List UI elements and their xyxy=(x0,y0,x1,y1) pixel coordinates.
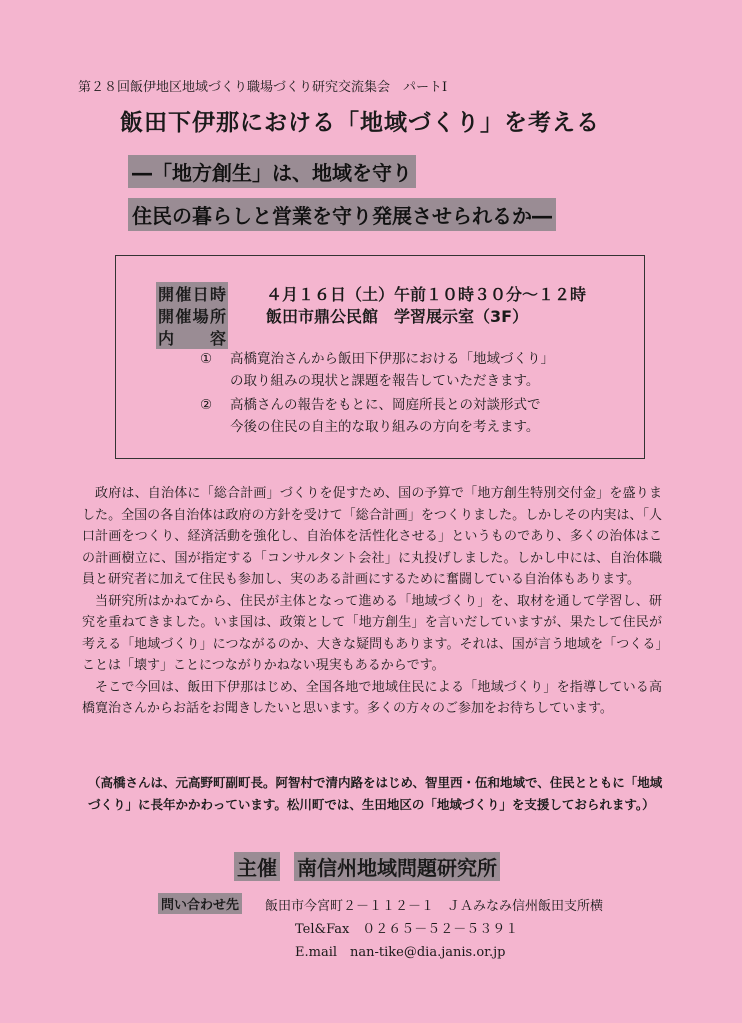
paragraph: 当研究所はかねてから、住民が主体となって進める「地域づくり」を、取材を通して学習し、研究を重ねてきました。いま国は、政策として「地方創生」を言いだしていますが、果たして住民が考える「地域づくり」につながるのか、大きな疑問もあります。それは、国が言う地域を「つくる」ことは「壊す」ことにつながりかねない現実もあるからです。 xyxy=(82,593,662,673)
date-value: ４月１６日（土）午前１０時３０分～１２時 xyxy=(266,285,587,304)
speaker-note: （高橋さんは、元高野町副町長。阿智村で清内路をはじめ、智里西・伍和地域で、住民とともに「地域づくり」に長年かかわっています。松川町では、生田地区の「地域づくり」を支援しておられます。） xyxy=(88,775,663,812)
paragraph: 政府は、自治体に「総合計画」づくりを促すため、国の予算で「地方創生特別交付金」を盛りました。全国の各自治体は政府の方針を受けて「総合計画」をつくりました。しかしその内実は、「人口計画をつくり、経済活動を強化し、自治体を活性化させる」というものであり、多くの治体はこの計画樹立に、国が指定する「コンサルタント会社」に丸投げしました。しかし中には、自治体職員と研究者に加えて住民も参加し、実のある計画にするために奮闘している自治体もあります。 xyxy=(82,486,662,587)
content-item-1 xyxy=(200,348,554,392)
item-line: 今後の住民の自主的な取り組みの方向を考えます。 xyxy=(230,419,540,435)
content-row xyxy=(156,326,228,349)
subtitle-2: 住民の暮らしと営業を守り発展させられるか― xyxy=(128,198,556,231)
item-number: ② xyxy=(200,397,213,413)
series-line: 第２８回飯伊地区地域づくり職場づくり研究交流集会 パートⅠ xyxy=(78,80,448,95)
subtitle-1: ―「地方創生」は、地域を守り xyxy=(128,155,416,188)
organizer-label: 主催 xyxy=(234,852,280,881)
date-label: 開催日時 xyxy=(156,282,228,305)
organizer xyxy=(234,852,500,881)
item-number: ① xyxy=(200,351,213,367)
item-line: 高橋さんの報告をもとに、岡庭所長との対談形式で xyxy=(230,397,541,413)
contact-address: 飯田市今宮町２－１１２－１ ＪＡみなみ信州飯田支所横 xyxy=(265,899,604,914)
page-title: 飯田下伊那における「地域づくり」を考える xyxy=(120,110,600,136)
place-row xyxy=(156,304,528,327)
paragraph: そこで今回は、飯田下伊那はじめ、全国各地で地域住民による「地域づくり」を指導している高橋寛治さんからお話をお聞きしたいと思います。多くの方々のご参加をお待ちしています。 xyxy=(82,679,662,716)
item-line: 高橋寛治さんから飯田下伊那における「地域づくり」 xyxy=(230,351,554,367)
event-info-box xyxy=(115,255,645,459)
item-line: の取り組みの現状と課題を報告していただきます。 xyxy=(230,373,540,389)
contact-tel: Tel&Fax ０２６５－５２－５３９１ xyxy=(295,922,519,937)
content-item-2 xyxy=(200,394,541,438)
date-row xyxy=(156,282,586,305)
organizer-name: 南信州地域問題研究所 xyxy=(294,852,500,881)
body-text xyxy=(82,483,662,720)
content-label: 内 容 xyxy=(156,326,228,349)
place-label: 開催場所 xyxy=(156,304,228,327)
contact-email: E.mail nan-tike@dia.janis.or.jp xyxy=(295,945,506,960)
place-value: 飯田市鼎公民館 学習展示室（3F） xyxy=(266,307,529,326)
contact-label: 問い合わせ先 xyxy=(158,893,242,914)
